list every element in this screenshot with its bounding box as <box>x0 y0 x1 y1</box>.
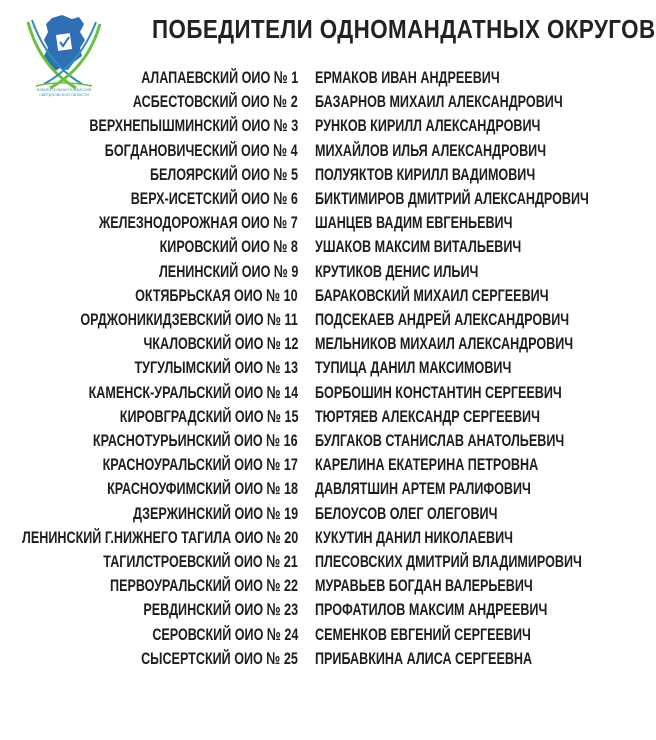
winner-name: ПОДСЕКАЕВ АНДРЕЙ АЛЕКСАНДРОВИЧ <box>315 310 570 329</box>
logo-caption-line: СВЕРДЛОВСКОЙ ОБЛАСТИ <box>39 92 89 97</box>
district-name: АСБЕСТОВСКИЙ ОИО № 2 <box>133 92 298 112</box>
district-name: ПЕРВОУРАЛЬСКИЙ ОИО № 22 <box>110 576 298 596</box>
result-row <box>0 429 600 453</box>
result-row <box>0 356 600 380</box>
district-name: РЕВДИНСКИЙ ОИО № 23 <box>143 600 298 620</box>
winner-name: ШАНЦЕВ ВАДИМ ЕВГЕНЬЕВИЧ <box>315 213 513 233</box>
result-row <box>0 526 600 550</box>
winner-name: КАРЕЛИНА ЕКАТЕРИНА ПЕТРОВНА <box>315 455 539 475</box>
district-name: ТАГИЛСТРОЕВСКИЙ ОИО № 21 <box>103 552 298 571</box>
winner-name: ПРИБАВКИНА АЛИСА СЕРГЕЕВНА <box>315 648 533 668</box>
result-row <box>0 90 600 114</box>
district-name: СЕРОВСКИЙ ОИО № 24 <box>151 624 298 644</box>
district-name: ЖЕЛЕЗНОДОРОЖНАЯ ОИО № 7 <box>99 213 298 233</box>
winner-name: МУРАВЬЕВ БОГДАН ВАЛЕРЬЕВИЧ <box>315 576 533 596</box>
result-row <box>0 623 600 647</box>
winner-name: ТЮРТЯЕВ АЛЕКСАНДР СЕРГЕЕВИЧ <box>315 406 540 426</box>
winner-name: ПРОФАТИЛОВ МАКСИМ АНДРЕЕВИЧ <box>315 600 548 620</box>
district-name: БОГДАНОВИЧЕСКИЙ ОИО № 4 <box>105 140 298 160</box>
district-name: ЧКАЛОВСКИЙ ОИО № 12 <box>143 334 298 354</box>
district-name: СЫСЕРТСКИЙ ОИО № 25 <box>141 648 298 668</box>
winner-name: БАЗАРНОВ МИХАИЛ АЛЕКСАНДРОВИЧ <box>315 92 563 112</box>
winner-name: КУКУТИН ДАНИЛ НИКОЛАЕВИЧ <box>315 527 513 547</box>
district-name: ЛЕНИНСКИЙ ОИО № 9 <box>158 261 298 281</box>
result-row <box>0 332 600 356</box>
result-row <box>0 308 600 332</box>
result-row <box>0 647 600 671</box>
result-row <box>0 574 600 598</box>
winner-name: СЕМЕНКОВ ЕВГЕНИЙ СЕРГЕЕВИЧ <box>315 624 531 644</box>
result-row <box>0 477 600 501</box>
winner-name: УШАКОВ МАКСИМ ВИТАЛЬЕВИЧ <box>315 237 522 257</box>
winner-name: ПЛЕСОВСКИХ ДМИТРИЙ ВЛАДИМИРОВИЧ <box>315 552 582 571</box>
winner-name: МЕЛЬНИКОВ МИХАИЛ АЛЕКСАНДРОВИЧ <box>315 334 574 354</box>
result-row <box>0 187 600 211</box>
district-name: ВЕРХ-ИСЕТСКИЙ ОИО № 6 <box>130 189 298 208</box>
result-row <box>0 66 600 90</box>
district-name: ОРДЖОНИКИДЗЕВСКИЙ ОИО № 11 <box>80 310 298 329</box>
result-row <box>0 405 600 429</box>
winner-name: БЕЛОУСОВ ОЛЕГ ОЛЕГОВИЧ <box>315 503 498 523</box>
district-name: КРАСНОУРАЛЬСКИЙ ОИО № 17 <box>102 455 298 475</box>
result-row <box>0 550 600 574</box>
district-name: ЛЕНИНСКИЙ Г.НИЖНЕГО ТАГИЛА ОИО № 20 <box>21 527 298 547</box>
winner-name: ЕРМАКОВ ИВАН АНДРЕЕВИЧ <box>315 68 500 87</box>
result-row <box>0 163 600 187</box>
district-name: ОКТЯБРЬСКАЯ ОИО № 10 <box>135 285 298 305</box>
district-name: БЕЛОЯРСКИЙ ОИО № 5 <box>150 164 298 184</box>
winner-name: БАРАКОВСКИЙ МИХАИЛ СЕРГЕЕВИЧ <box>315 285 549 305</box>
winner-name: БУЛГАКОВ СТАНИСЛАВ АНАТОЛЬЕВИЧ <box>315 431 565 450</box>
district-name: КРАСНОУФИМСКИЙ ОИО № 18 <box>107 479 298 499</box>
result-row <box>0 284 600 308</box>
district-name: ВЕРХНЕПЫШМИНСКИЙ ОИО № 3 <box>89 116 298 136</box>
result-row <box>0 139 600 163</box>
winner-name: РУНКОВ КИРИЛЛ АЛЕКСАНДРОВИЧ <box>315 116 541 136</box>
winner-name: ТУПИЦА ДАНИЛ МАКСИМОВИЧ <box>315 358 512 378</box>
result-row <box>0 453 600 477</box>
winner-name: БИКТИМИРОВ ДМИТРИЙ АЛЕКСАНДРОВИЧ <box>315 189 589 208</box>
result-row <box>0 114 600 138</box>
district-name: КРАСНОТУРЬИНСКИЙ ОИО № 16 <box>93 431 298 450</box>
district-name: ТУГУЛЫМСКИЙ ОИО № 13 <box>134 358 298 378</box>
district-name: КИРОВГРАДСКИЙ ОИО № 15 <box>119 406 298 426</box>
page-title: ПОБЕДИТЕЛИ ОДНОМАНДАТНЫХ ОКРУГОВ <box>152 14 656 44</box>
winner-name: ПОЛУЯКТОВ КИРИЛЛ ВАДИМОВИЧ <box>315 164 536 184</box>
winner-name: БОРБОШИН КОНСТАНТИН СЕРГЕЕВИЧ <box>315 382 562 402</box>
district-name: АЛАПАЕВСКИЙ ОИО № 1 <box>140 68 298 87</box>
result-row <box>0 235 600 259</box>
district-name: КИРОВСКИЙ ОИО № 8 <box>159 237 298 257</box>
result-row <box>0 260 600 284</box>
result-row <box>0 502 600 526</box>
district-name: КАМЕНСК-УРАЛЬСКИЙ ОИО № 14 <box>88 382 298 402</box>
logo-caption-line: ИЗБИРАТЕЛЬНАЯ КОМИССИЯ <box>36 88 92 92</box>
winner-name: МИХАЙЛОВ ИЛЬЯ АЛЕКСАНДРОВИЧ <box>315 140 547 160</box>
result-row <box>0 381 600 405</box>
district-name: ДЗЕРЖИНСКИЙ ОИО № 19 <box>132 503 298 523</box>
winner-name: КРУТИКОВ ДЕНИС ИЛЬИЧ <box>315 261 479 281</box>
result-row <box>0 211 600 235</box>
winner-name: ДАВЛЯТШИН АРТЕМ РАЛИФОВИЧ <box>315 479 531 499</box>
result-row <box>0 598 600 622</box>
